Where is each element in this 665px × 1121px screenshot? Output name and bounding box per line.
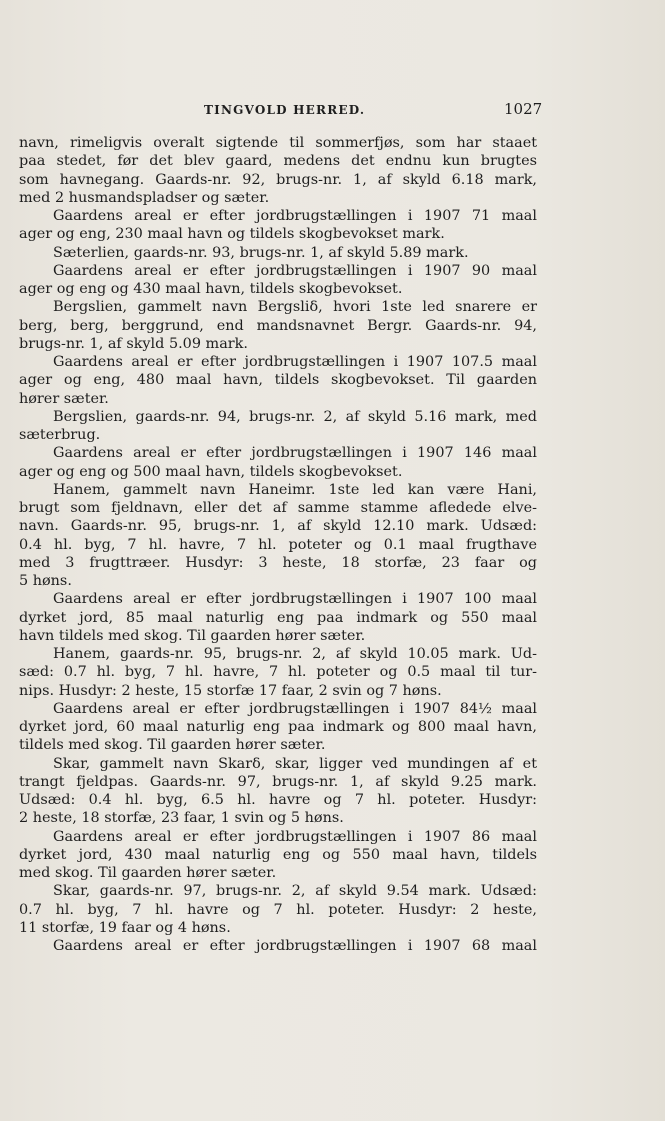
text-line: Gaardens areal er efter jordbrugstællingen i 1907 146 maal (53, 445, 537, 462)
text-line: 11 storfæ, 19 faar og 4 høns. (19, 919, 231, 936)
text-line: hører sæter. (19, 390, 109, 407)
text-line: Hanem, gammelt navn Haneimr. 1ste led kan være Hani, (53, 481, 537, 498)
text-line: brugt som fjeldnavn, eller det af samme stamme afledede elve- (19, 500, 537, 516)
text-line: 0.4 hl. byg, 7 hl. havre, 7 hl. poteter og 0.1 maal frugthave (19, 536, 537, 553)
text-line: med 3 frugttræer. Husdyr: 3 heste, 18 storfæ, 23 faar og (19, 554, 537, 571)
text-line: sæd: 0.7 hl. byg, 7 hl. havre, 7 hl. poteter og 0.5 maal til tur- (19, 664, 537, 681)
text-line: Skar, gaards-nr. 97, brugs-nr. 2, af skyld 9.54 mark. Udsæd: (53, 883, 537, 900)
text-line: ager og eng og 500 maal havn, tildels skogbevokset. (19, 463, 403, 480)
text-line: Gaardens areal er efter jordbrugstællingen i 1907 90 maal (53, 262, 537, 279)
text-line: berg, berg, berggrund, end mandsnavnet Bergr. Gaards-nr. 94, (19, 317, 537, 334)
text-line: Udsæd: 0.4 hl. byg, 6.5 hl. havre og 7 hl. poteter. Husdyr: (19, 792, 537, 808)
body-text (19, 134, 537, 955)
text-line: Skar, gammelt navn Skarδ, skar, ligger ved mundingen af et (53, 755, 537, 772)
text-line: navn, rimeligvis overalt sigtende til sommerfjøs, som har staaet (19, 135, 537, 151)
text-line: Gaardens areal er efter jordbrugstællingen i 1907 100 maal (53, 591, 537, 608)
text-line: Gaardens areal er efter jordbrugstællingen i 1907 84½ maal (53, 700, 537, 717)
text-line: Gaardens areal er efter jordbrugstællingen i 1907 71 maal (53, 208, 537, 224)
text-line: ager og eng, 480 maal havn, tildels skogbevokset. Til gaarden (19, 372, 537, 389)
text-line: trangt fjeldpas. Gaards-nr. 97, brugs-nr. 1, af skyld 9.25 mark. (19, 773, 537, 790)
page-header (0, 100, 665, 123)
text-line: Bergslien, gaards-nr. 94, brugs-nr. 2, af skyld 5.16 mark, med (53, 408, 537, 425)
text-line: Gaardens areal er efter jordbrugstællingen i 1907 86 maal (53, 828, 537, 845)
text-line: Gaardens areal er efter jordbrugstællingen i 1907 68 maal (53, 938, 537, 954)
text-line: tildels med skog. Til gaarden hører sæter. (19, 737, 326, 754)
text-line: brugs-nr. 1, af skyld 5.09 mark. (19, 335, 248, 352)
text-line: Sæterlien, gaards-nr. 93, brugs-nr. 1, af skyld 5.89 mark. (53, 244, 469, 261)
text-line: Bergslien, gammelt navn Bergsliδ, hvori 1ste led snarere er (53, 299, 537, 316)
text-line: Hanem, gaards-nr. 95, brugs-nr. 2, af skyld 10.05 mark. Ud- (53, 646, 537, 662)
text-line: 2 heste, 18 storfæ, 23 faar, 1 svin og 5 høns. (19, 810, 344, 827)
text-line: dyrket jord, 60 maal naturlig eng paa indmark og 800 maal havn, (19, 719, 537, 735)
text-line: navn. Gaards-nr. 95, brugs-nr. 1, af skyld 12.10 mark. Udsæd: (19, 518, 537, 535)
text-line: med skog. Til gaarden hører sæter. (19, 865, 277, 881)
text-line: 5 høns. (19, 573, 72, 589)
text-line: Gaardens areal er efter jordbrugstællingen i 1907 107.5 maal (53, 354, 537, 370)
text-line: ager og eng og 430 maal havn, tildels skogbevokset. (19, 281, 403, 297)
text-line: paa stedet, før det blev gaard, medens det endnu kun brugtes (19, 153, 537, 170)
running-title: TINGVOLD HERRED. (204, 103, 366, 117)
text-line: nips. Husdyr: 2 heste, 15 storfæ 17 faar, 2 svin og 7 høns. (19, 682, 442, 699)
text-line: sæterbrug. (19, 427, 101, 443)
text-line: havn tildels med skog. Til gaarden hører sæter. (19, 627, 366, 644)
text-line: dyrket jord, 85 maal naturlig eng paa indmark og 550 maal (19, 609, 537, 626)
text-line: som havnegang. Gaards-nr. 92, brugs-nr. 1, af skyld 6.18 mark, (19, 171, 537, 188)
text-line: 0.7 hl. byg, 7 hl. havre og 7 hl. poteter. Husdyr: 2 heste, (19, 901, 537, 918)
page-number: 1027 (504, 100, 543, 118)
text-line: ager og eng, 230 maal havn og tildels skogbevokset mark. (19, 226, 445, 243)
text-line: dyrket jord, 430 maal naturlig eng og 550 maal havn, tildels (19, 846, 537, 863)
text-line: med 2 husmandspladser og sæter. (19, 189, 270, 206)
